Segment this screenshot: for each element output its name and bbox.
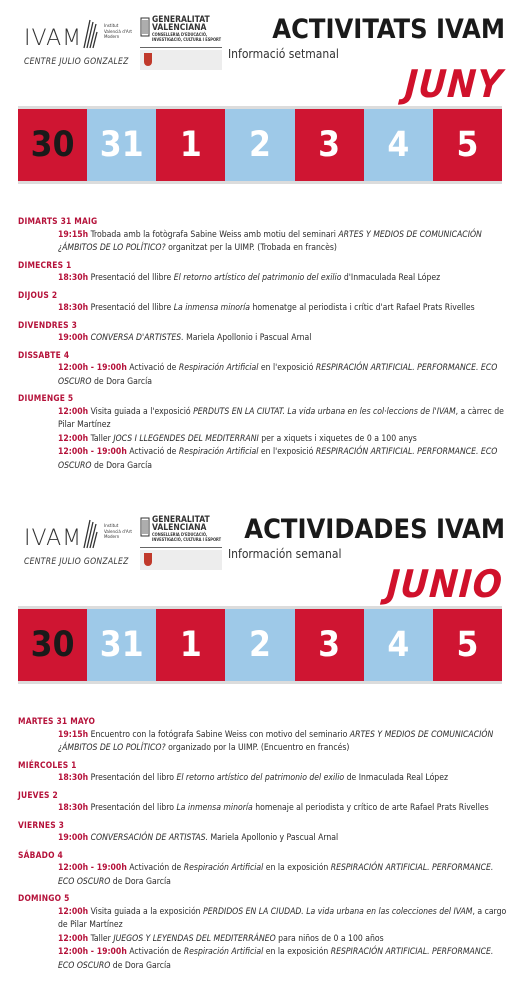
event-title-italic: JUEGOS Y LEYENDAS DEL MEDITERRÁNEO xyxy=(113,933,276,944)
ivam-logo: IVAM xyxy=(24,526,83,551)
event-title-italic: Respiración Artificial xyxy=(183,947,264,957)
schedule-day-heading: DOMINGO 5 xyxy=(18,893,70,903)
month-label: JUNIO xyxy=(385,562,505,606)
event-time: 19:00h xyxy=(58,333,89,343)
event-text: homenaje al periodista y crítico de arte Rafael Prats Rivelles xyxy=(252,803,489,813)
event-text: de Dora García xyxy=(91,376,152,387)
event-text: de Dora García xyxy=(110,960,171,971)
schedule-event xyxy=(18,933,508,947)
schedule-event xyxy=(18,862,508,889)
centre-name: CENTRE JULIO GONZALEZ xyxy=(24,557,129,567)
day-cell: 3 xyxy=(295,609,364,681)
month-label: JUNY xyxy=(403,62,505,106)
event-text: Trobada amb la fotògrafa Sabine Weiss amb motiu del seminari xyxy=(88,229,339,240)
event-text: Mariela Apollonio y Pascual Arnal xyxy=(208,833,339,843)
schedule-event xyxy=(18,729,508,756)
conselleria-name: CONSELLERIA D'EDUCACIÓ, INVESTIGACIÓ, CULTURA I ESPORT xyxy=(152,532,222,542)
event-time: 18:30h xyxy=(58,803,89,813)
schedule-event xyxy=(18,446,508,473)
event-text: Mariela Apollonio i Pascual Arnal xyxy=(183,333,312,343)
event-text: Activación de xyxy=(126,947,184,957)
day-cell: 31 xyxy=(87,109,156,181)
event-title-italic: PERDUTS EN LA CIUTAT. La vida urbana en les col·leccions de l'IVAM xyxy=(193,406,456,417)
event-text: Presentación del libro xyxy=(88,803,177,813)
event-title-italic: CONVERSA D'ARTISTES. xyxy=(90,333,184,343)
day-cell: 4 xyxy=(364,109,433,181)
schedule-day-heading: DIMARTS 31 MAIG xyxy=(18,216,98,226)
event-time: 12:00h xyxy=(58,406,89,417)
schedule-day-heading: DISSABTE 4 xyxy=(18,349,70,360)
event-text: Activación de xyxy=(126,863,184,873)
page-subtitle: Información semanal xyxy=(228,547,342,561)
institute-name: Institut Valencià d'Art Modern xyxy=(104,24,132,40)
conselleria-name: CONSELLERIA D'EDUCACIÓ, INVESTIGACIÓ, CULTURA I ESPORT xyxy=(152,32,222,42)
event-text: de Dora García xyxy=(91,460,152,471)
event-title-italic: RESPIRACIÓN ARTIFICIAL. PERFORMANCE. ECO OSCURO xyxy=(58,863,494,887)
schedule-event xyxy=(18,302,508,316)
event-time: 12:00h - 19:00h xyxy=(58,863,127,873)
government-logo xyxy=(140,550,222,570)
event-text: Visita guiada a la exposición xyxy=(88,906,204,917)
day-cell: 30 xyxy=(18,109,87,181)
generalitat-name: GENERALITAT VALENCIANA xyxy=(152,15,210,33)
days-strip xyxy=(18,609,502,681)
schedule-day-heading: DIUMENGE 5 xyxy=(18,393,74,403)
event-time: 12:00h - 19:00h xyxy=(58,363,127,373)
schedule-day-heading: JUEVES 2 xyxy=(18,789,58,800)
schedule-day-heading: DIVENDRES 3 xyxy=(18,319,78,330)
section-spanish xyxy=(0,500,521,1000)
ivam-mark-icon xyxy=(82,18,98,50)
event-time: 19:15h xyxy=(58,729,89,740)
schedule-day-heading: DIJOUS 2 xyxy=(18,289,58,300)
event-time: 12:00h - 19:00h xyxy=(58,447,127,457)
event-text: de Dora García xyxy=(110,876,171,887)
event-text: Presentació del llibre xyxy=(88,303,174,313)
event-time: 12:00h xyxy=(58,433,89,444)
schedule xyxy=(18,712,508,973)
day-cell: 3 xyxy=(295,109,364,181)
event-text: en la exposición xyxy=(263,863,331,873)
event-title-italic: Respiración Artificial xyxy=(178,363,259,373)
event-time: 12:00h - 19:00h xyxy=(58,947,127,957)
event-text: Presentació del llibre xyxy=(88,273,174,283)
shield-icon xyxy=(144,553,152,566)
event-text: en la exposición xyxy=(263,947,331,957)
event-text: de Inmaculada Real López xyxy=(344,773,449,783)
event-text: , a cargo de Pilar Martínez xyxy=(58,906,507,930)
schedule-event xyxy=(18,906,508,933)
page-title: ACTIVIDADES IVAM xyxy=(244,514,505,545)
day-cell: 2 xyxy=(225,609,294,681)
day-cell: 5 xyxy=(433,609,502,681)
institute-name: Institut Valencià d'Art Modern xyxy=(104,524,132,540)
event-text: en l'exposició xyxy=(258,363,316,373)
event-text: organizado por la UIMP. (Encuentro en francés) xyxy=(165,743,350,753)
schedule xyxy=(18,212,508,473)
event-text: Activació de xyxy=(126,363,179,373)
day-cell: 31 xyxy=(87,609,156,681)
event-time: 18:30h xyxy=(58,773,89,783)
event-text: homenatge al periodista i crític d'art Rafael Prats Rivelles xyxy=(250,303,475,313)
event-title-italic: RESPIRACIÓN ARTIFICIAL. PERFORMANCE. ECO OSCURO xyxy=(58,447,498,471)
event-text: d'Inmaculada Real López xyxy=(341,273,441,283)
ivam-logo: IVAM xyxy=(24,26,83,51)
day-cell: 4 xyxy=(364,609,433,681)
schedule-day-heading: VIERNES 3 xyxy=(18,819,65,830)
event-text: per a xiquets i xiquetes de 0 a 100 anys xyxy=(258,433,417,444)
divider xyxy=(140,47,222,48)
event-title-italic: PERDIDOS EN LA CIUDAD. La vida urbana en las colecciones del IVAM xyxy=(203,906,473,917)
event-title-italic: Respiración Artificial xyxy=(178,447,259,457)
schedule-event xyxy=(18,433,508,447)
event-text: Taller xyxy=(88,433,114,444)
event-time: 19:15h xyxy=(58,229,89,240)
event-text: Encuentro con la fotógrafa Sabine Weiss con motivo del seminario xyxy=(88,729,350,740)
event-title-italic: RESPIRACIÓN ARTIFICIAL. PERFORMANCE. ECO OSCURO xyxy=(58,947,494,971)
event-title-italic: La inmensa minoría xyxy=(173,303,251,313)
centre-name: CENTRE JULIO GONZALEZ xyxy=(24,57,129,67)
government-logo xyxy=(140,50,222,70)
schedule-event xyxy=(18,272,508,286)
page-title: ACTIVITATS IVAM xyxy=(272,14,505,45)
generalitat-emblem-icon xyxy=(140,516,150,538)
schedule-day-heading: DIMECRES 1 xyxy=(18,259,72,270)
days-strip xyxy=(18,109,502,181)
event-text: , a càrrec de Pilar Martínez xyxy=(58,406,504,430)
generalitat-emblem-icon xyxy=(140,16,150,38)
event-text: para niños de 0 a 100 años xyxy=(275,933,384,944)
event-text: Activació de xyxy=(126,447,179,457)
schedule-event xyxy=(18,802,508,816)
schedule-event xyxy=(18,229,508,256)
day-cell: 1 xyxy=(156,109,225,181)
event-title-italic: El retorno artístico del patrimonio del exilio xyxy=(176,773,345,783)
day-cell: 30 xyxy=(18,609,87,681)
schedule-event xyxy=(18,946,508,973)
schedule-event xyxy=(18,362,508,389)
page-subtitle: Informació setmanal xyxy=(228,47,339,61)
event-title-italic: JOCS I LLEGENDES DEL MEDITERRANI xyxy=(113,433,259,444)
divider xyxy=(140,547,222,548)
day-cell: 5 xyxy=(433,109,502,181)
event-time: 12:00h xyxy=(58,906,89,917)
shield-icon xyxy=(144,53,152,66)
event-title-italic: ARTES Y MEDIOS DE COMUNICACIÓN ¿ÁMBITOS DE LO POLÍTICO? xyxy=(58,729,494,753)
event-time: 19:00h xyxy=(58,833,89,843)
event-text: en l'exposició xyxy=(258,447,316,457)
event-title-italic: CONVERSACIÓN DE ARTISTAS. xyxy=(90,833,209,843)
day-cell: 1 xyxy=(156,609,225,681)
event-time: 18:30h xyxy=(58,273,89,283)
section-valencian xyxy=(0,0,521,490)
schedule-day-heading: MIÉRCOLES 1 xyxy=(18,759,77,770)
schedule-event xyxy=(18,332,508,346)
ivam-mark-icon xyxy=(82,518,98,550)
event-text: Visita guiada a l'exposició xyxy=(88,406,194,417)
schedule-day-heading: SÁBADO 4 xyxy=(18,849,63,860)
event-time: 18:30h xyxy=(58,303,89,313)
schedule-event xyxy=(18,772,508,786)
event-title-italic: La inmensa minoría xyxy=(176,803,253,813)
generalitat-name: GENERALITAT VALENCIANA xyxy=(152,515,210,533)
event-time: 12:00h xyxy=(58,933,89,944)
schedule-event xyxy=(18,832,508,846)
event-title-italic: ARTES Y MEDIOS DE COMUNICACIÓN ¿ÁMBITOS DE LO POLÍTICO? xyxy=(58,229,482,253)
day-cell: 2 xyxy=(225,109,294,181)
event-title-italic: Respiración Artificial xyxy=(183,863,264,873)
schedule-day-heading: MARTES 31 MAYO xyxy=(18,716,96,726)
event-title-italic: El retorno artístico del patrimonio del exilio xyxy=(173,273,342,283)
event-text: Taller xyxy=(88,933,114,944)
schedule-event xyxy=(18,406,508,433)
event-text: Presentación del libro xyxy=(88,773,177,783)
event-text: organitzat per la UIMP. (Trobada en francès) xyxy=(165,243,337,253)
event-title-italic: RESPIRACIÓN ARTIFICIAL. PERFORMANCE. ECO OSCURO xyxy=(58,363,498,387)
